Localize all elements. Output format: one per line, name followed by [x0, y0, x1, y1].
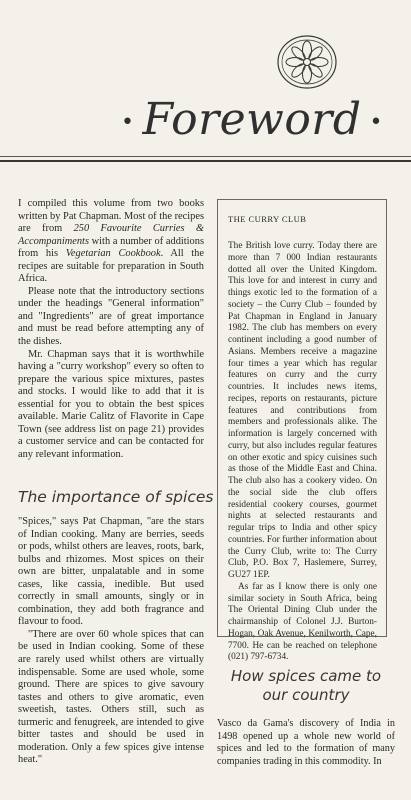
sidebar-text	[228, 241, 377, 664]
spices-paragraph-1: "Spices," says Pat Chapman, "are the stars of Indian cooking. Many are berries, seeds or pods, whilst others are leaves, roots, bark, bulbs and rhizomes. Most spices on their own are bitter, unpalatable and in some cases, like cassia, inedible. But used correctly in small amounts, singly or in combination, they add both fragrance and flavour to food.	[18, 516, 204, 628]
book-title: Vegetarian Cookbook	[65, 248, 161, 260]
page-header	[0, 92, 411, 152]
intro-column	[18, 198, 204, 461]
sidebar-title: THE CURRY CLUB	[228, 214, 307, 224]
header-rule-thick	[0, 160, 411, 162]
bullet-dot-icon: •	[369, 109, 383, 135]
country-paragraph-1: Vasco da Gama's discovery of India in 1498 opened up a whole new world of spices and led to the formation of many companies trading in this commodity. In	[217, 718, 395, 767]
spices-paragraph-2: "There are over 60 whole spices that can be used in Indian cooking. Some of these are rarely used whilst others are virtually indispensable. Some are used whole, some ground. There are spices to give savoury tastes and others to give aromatic, even sweetish, tastes. Others still, such as turmeric and fenugreek, are intended to give bitter tastes and should be used in moderation. Only a few spices give intense heat."	[18, 628, 204, 766]
intro-paragraph-2: Please note that the introductory sections under the headings "General information" and "Ingredients" are of great importance and must be read before attempting any of the dishes.	[18, 285, 204, 348]
header-rule-thin	[0, 156, 411, 157]
intro-paragraph-3: Mr. Chapman says that it is worthwhile having a "curry workshop" every so often to prepare the various spice mixtures, pastes and stocks. I would like to add that it is essential for you to obtain the best spices available. Marie Calitz of Flavorite in Cape Town (see address list on page 21) provides a customer service and can be contacted for any relevant information.	[18, 348, 204, 460]
spices-column	[18, 516, 204, 767]
page-title: • Foreword •	[120, 94, 383, 145]
sidebar-paragraph-1: The British love curry. Today there are more than 7 000 Indian restaurants dotted all over the United Kingdom. This love for and interest in curry and things exotic led to the formation of a society – the Curry Club – founded by Pat Chapman in England in January 1982. The club has members on every continent including a good number of Asians. Members receive a magazine four times a year which has regular features on curry and the curry countries. It includes news items, recipes, reports on restaurants, picture features and contributions from members and professionals alike. The information is largely concerned with curry, but also includes regular features on other exotic and spicy cuisines such as those of the Middle East and China. The club also has a cookery video. On the social side the club offers residential cookery courses, gourmet nights at selected restaurants and regular trips to India and other spicy countries. For further information about the Curry Club, write to: The Curry Club, P.O. Box 7, Haslemere, Surrey, GU27 1EP.	[228, 241, 377, 580]
rosette-ornament-icon	[276, 34, 338, 90]
section-heading-spices: The importance of spices	[18, 488, 214, 506]
section-heading-country: How spices came to our country	[230, 667, 382, 704]
book-title: 250 Favourite Curries & Accompaniments	[18, 223, 204, 247]
country-column	[217, 718, 395, 768]
sidebar-paragraph-2: As far as I know there is only one similar society in South Africa, being The Oriental Dining Club under the chairmanship of Colonel J.J. Burton-Hogan, Oak Avenue, Kenilworth, Cape, 7700. He can be reached on telephone (021) 797-6734.	[228, 581, 377, 663]
curry-club-sidebar	[217, 199, 387, 663]
intro-paragraph-1: I compiled this volume from two books written by Pat Chapman. Most of the recipes are from 250 Favourite Curries & Accompaniments with a number of additions from his Vegetarian Cookbook. All the recipes are suitable for preparation in South Africa.	[18, 198, 204, 285]
bullet-dot-icon: •	[120, 109, 135, 135]
